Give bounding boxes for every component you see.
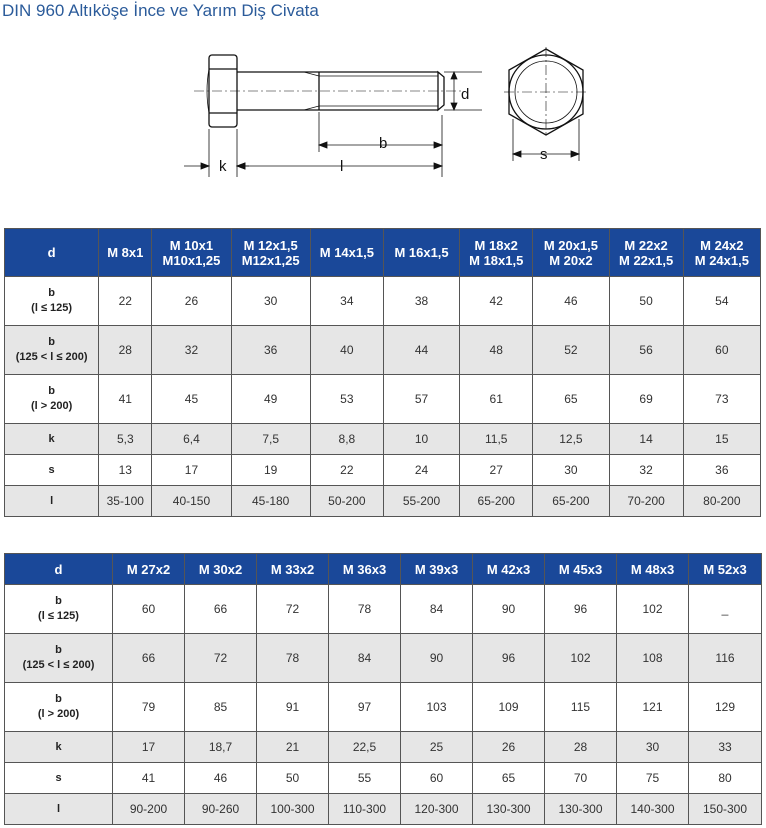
table-cell: 78 (329, 585, 401, 634)
table-row-s (5, 763, 762, 794)
table-cell: 41 (99, 375, 152, 424)
table-cell: _ (689, 585, 762, 634)
table-cell: 73 (683, 375, 760, 424)
table-cell: 90 (401, 634, 473, 683)
header-d: d (5, 229, 99, 277)
table-cell: 45-180 (231, 486, 310, 517)
table-header-row (5, 554, 762, 585)
table-cell: 129 (689, 683, 762, 732)
table-header-row (5, 229, 761, 277)
table-cell: 69 (609, 375, 683, 424)
table-cell: 96 (545, 585, 617, 634)
table-cell: 60 (113, 585, 185, 634)
table-cell: 78 (257, 634, 329, 683)
header-size: M 16x1,5 (383, 229, 459, 277)
table-cell: 130-300 (473, 794, 545, 825)
table-cell: 116 (689, 634, 762, 683)
header-size: M 45x3 (545, 554, 617, 585)
table-row-k (5, 424, 761, 455)
table-cell: 100-300 (257, 794, 329, 825)
table-cell: 26 (152, 277, 231, 326)
table-cell: 46 (185, 763, 257, 794)
table-cell: 24 (383, 455, 459, 486)
table-cell: 72 (257, 585, 329, 634)
table-cell: 108 (617, 634, 689, 683)
table-cell: 14 (609, 424, 683, 455)
row-label-b1: b (l ≤ 125) (5, 585, 113, 634)
table-cell: 65 (533, 375, 609, 424)
table-row-k (5, 732, 762, 763)
table-cell: 84 (401, 585, 473, 634)
table-row-b2 (5, 326, 761, 375)
table-cell: 36 (683, 455, 760, 486)
label-b: b (379, 135, 388, 152)
table-cell: 5,3 (99, 424, 152, 455)
table-cell: 50 (257, 763, 329, 794)
table-cell: 30 (617, 732, 689, 763)
table-cell: 70 (545, 763, 617, 794)
table-cell: 30 (231, 277, 310, 326)
table-row-b3 (5, 683, 762, 732)
table-cell: 36 (231, 326, 310, 375)
header-size: M 39x3 (401, 554, 473, 585)
table-cell: 10 (383, 424, 459, 455)
bolt-technical-drawing (134, 27, 628, 203)
table-cell: 66 (113, 634, 185, 683)
table-cell: 66 (185, 585, 257, 634)
table-cell: 7,5 (231, 424, 310, 455)
table-cell: 90 (473, 585, 545, 634)
table-cell: 79 (113, 683, 185, 732)
table-cell: 130-300 (545, 794, 617, 825)
header-d: d (5, 554, 113, 585)
row-label-s: s (5, 455, 99, 486)
table-cell: 34 (310, 277, 383, 326)
page-title: DIN 960 Altıköşe İnce ve Yarım Diş Civata (2, 1, 319, 20)
table-row-s (5, 455, 761, 486)
table-cell: 54 (683, 277, 760, 326)
table-cell: 25 (401, 732, 473, 763)
table-cell: 35-100 (99, 486, 152, 517)
row-label-b1: b (l ≤ 125) (5, 277, 99, 326)
table-cell: 42 (460, 277, 533, 326)
table-cell: 33 (689, 732, 762, 763)
table-cell: 49 (231, 375, 310, 424)
table-cell: 75 (617, 763, 689, 794)
table-cell: 70-200 (609, 486, 683, 517)
table-cell: 40-150 (152, 486, 231, 517)
table-cell: 150-300 (689, 794, 762, 825)
label-s: s (540, 146, 548, 163)
table-cell: 22 (99, 277, 152, 326)
header-size: M 14x1,5 (310, 229, 383, 277)
table-row-b2 (5, 634, 762, 683)
table-cell: 57 (383, 375, 459, 424)
table-cell: 90-260 (185, 794, 257, 825)
table-cell: 6,4 (152, 424, 231, 455)
table-cell: 21 (257, 732, 329, 763)
table-cell: 22 (310, 455, 383, 486)
table-cell: 96 (473, 634, 545, 683)
table-cell: 55-200 (383, 486, 459, 517)
header-size: M 20x1,5 M 20x2 (533, 229, 609, 277)
table-cell: 38 (383, 277, 459, 326)
table-cell: 80 (689, 763, 762, 794)
label-d: d (461, 86, 470, 103)
header-size: M 18x2 M 18x1,5 (460, 229, 533, 277)
table-cell: 22,5 (329, 732, 401, 763)
header-size: M 27x2 (113, 554, 185, 585)
table-cell: 28 (545, 732, 617, 763)
table-cell: 80-200 (683, 486, 760, 517)
row-label-k: k (5, 424, 99, 455)
table-cell: 44 (383, 326, 459, 375)
table-cell: 84 (329, 634, 401, 683)
table-cell: 27 (460, 455, 533, 486)
table-cell: 97 (329, 683, 401, 732)
header-size: M 48x3 (617, 554, 689, 585)
table-cell: 13 (99, 455, 152, 486)
table-cell: 53 (310, 375, 383, 424)
header-size: M 10x1 M10x1,25 (152, 229, 231, 277)
table-cell: 30 (533, 455, 609, 486)
table-cell: 46 (533, 277, 609, 326)
table-cell: 17 (113, 732, 185, 763)
header-size: M 22x2 M 22x1,5 (609, 229, 683, 277)
table-cell: 40 (310, 326, 383, 375)
spec-table-1 (4, 228, 761, 517)
table-cell: 32 (152, 326, 231, 375)
table-cell: 90-200 (113, 794, 185, 825)
table-cell: 18,7 (185, 732, 257, 763)
table-cell: 65-200 (460, 486, 533, 517)
table-row-l (5, 486, 761, 517)
header-size: M 52x3 (689, 554, 762, 585)
header-size: M 36x3 (329, 554, 401, 585)
table-cell: 15 (683, 424, 760, 455)
table-cell: 91 (257, 683, 329, 732)
table-cell: 28 (99, 326, 152, 375)
row-label-l: l (5, 794, 113, 825)
header-size: M 12x1,5 M12x1,25 (231, 229, 310, 277)
row-label-s: s (5, 763, 113, 794)
table-cell: 19 (231, 455, 310, 486)
table-cell: 52 (533, 326, 609, 375)
table-cell: 55 (329, 763, 401, 794)
table-cell: 11,5 (460, 424, 533, 455)
table-cell: 72 (185, 634, 257, 683)
table-cell: 56 (609, 326, 683, 375)
table-cell: 26 (473, 732, 545, 763)
row-label-k: k (5, 732, 113, 763)
table-cell: 41 (113, 763, 185, 794)
row-label-l: l (5, 486, 99, 517)
dimension-k (184, 129, 249, 177)
table-cell: 120-300 (401, 794, 473, 825)
hex-end-view (504, 47, 588, 137)
table-cell: 65-200 (533, 486, 609, 517)
table-cell: 102 (617, 585, 689, 634)
table-cell: 8,8 (310, 424, 383, 455)
header-size: M 33x2 (257, 554, 329, 585)
table-cell: 32 (609, 455, 683, 486)
table-row-b1 (5, 277, 761, 326)
table-cell: 85 (185, 683, 257, 732)
table-cell: 50 (609, 277, 683, 326)
table-cell: 60 (401, 763, 473, 794)
table-cell: 61 (460, 375, 533, 424)
label-l: l (340, 158, 344, 175)
table-row-l (5, 794, 762, 825)
table-cell: 65 (473, 763, 545, 794)
table-cell: 115 (545, 683, 617, 732)
row-label-b2: b (125 < l ≤ 200) (5, 634, 113, 683)
table-cell: 12,5 (533, 424, 609, 455)
table-cell: 50-200 (310, 486, 383, 517)
table-row-b1 (5, 585, 762, 634)
header-size: M 24x2 M 24x1,5 (683, 229, 760, 277)
table-cell: 121 (617, 683, 689, 732)
header-size: M 8x1 (99, 229, 152, 277)
table-cell: 140-300 (617, 794, 689, 825)
table-cell: 45 (152, 375, 231, 424)
table-cell: 102 (545, 634, 617, 683)
table-cell: 17 (152, 455, 231, 486)
table-row-b3 (5, 375, 761, 424)
table-cell: 110-300 (329, 794, 401, 825)
table-cell: 60 (683, 326, 760, 375)
row-label-b3: b (l > 200) (5, 683, 113, 732)
spec-table-2 (4, 553, 762, 825)
header-size: M 30x2 (185, 554, 257, 585)
row-label-b3: b (l > 200) (5, 375, 99, 424)
table-cell: 109 (473, 683, 545, 732)
table-cell: 48 (460, 326, 533, 375)
label-k: k (219, 158, 227, 175)
header-size: M 42x3 (473, 554, 545, 585)
table-cell: 103 (401, 683, 473, 732)
row-label-b2: b (125 < l ≤ 200) (5, 326, 99, 375)
